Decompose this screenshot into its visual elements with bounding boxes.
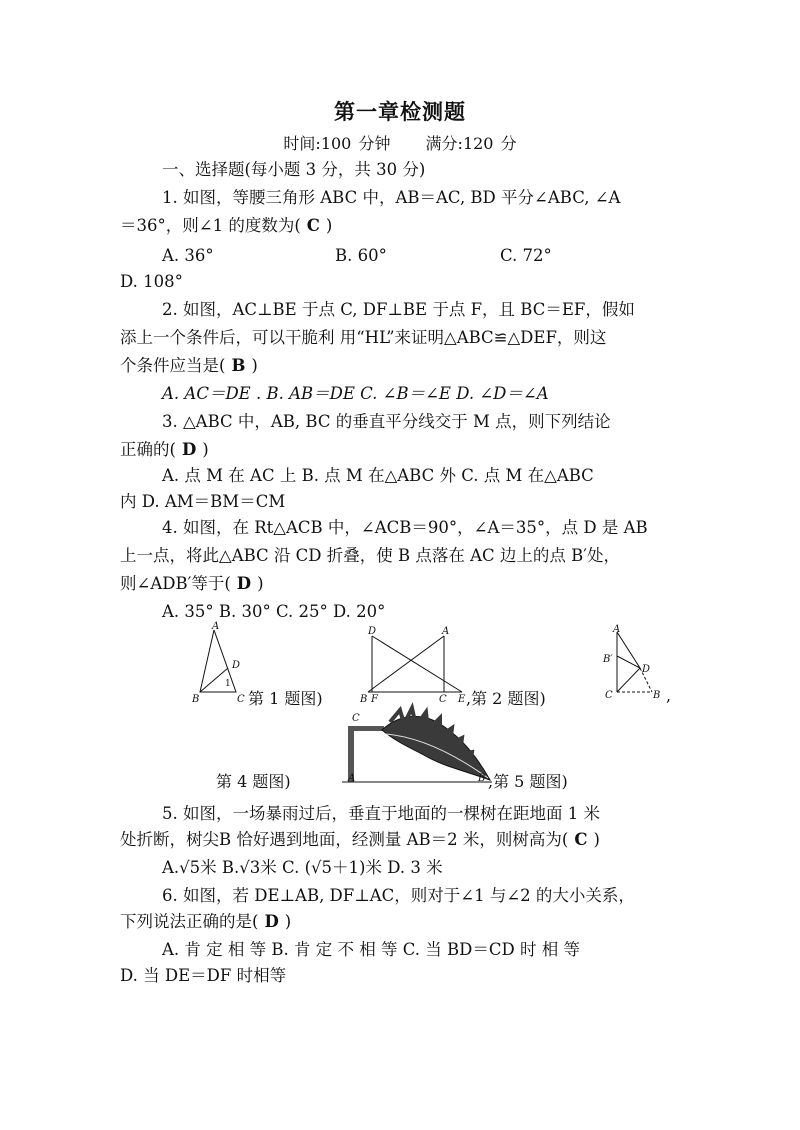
q3-options-2: 内 D. AM＝BM＝CM <box>120 492 286 511</box>
q6-stem-end: 下列说法正确的是( <box>120 912 259 931</box>
f2-label-f: F <box>371 694 378 705</box>
q1-line2 <box>120 213 685 239</box>
figure-4-caption: 第 4 题图) <box>216 772 291 791</box>
f4-label-b: B <box>653 690 661 701</box>
q5-paren: ) <box>593 830 600 849</box>
page-title: 第一章检测题 <box>334 100 466 124</box>
q2-paren: ) <box>251 356 258 375</box>
q1-line1: 1. 如图，等腰三角形 ABC 中，AB＝AC, BD 平分∠ABC, ∠A <box>162 188 621 207</box>
f4-label-b1: B′ <box>603 654 613 665</box>
q2-answer: B <box>231 356 246 375</box>
q3-stem-end: 正确的( <box>120 440 176 459</box>
q2-line1: 2. 如图，AC⊥BE 于点 C, DF⊥BE 于点 F，且 BC＝EF，假如 <box>162 300 635 319</box>
f1-label-d: D <box>232 660 241 671</box>
figure-3-caption: , <box>666 686 672 705</box>
q1-options <box>162 243 685 269</box>
q4-answer: D <box>236 574 252 593</box>
q2-stem-end: 个条件应当是( <box>120 356 226 375</box>
q6-line1: 6. 如图，若 DE⊥AB, DF⊥AC，则对于∠1 与∠2 的大小关系， <box>162 886 635 905</box>
q4-line3 <box>120 571 685 597</box>
figure-2-caption: ,第 2 题图) <box>466 689 546 708</box>
f2-label-d: D <box>368 626 377 637</box>
f1-label-b: B <box>192 694 200 705</box>
q4-line1: 4. 如图，在 Rt△ACB 中，∠ACB＝90°，∠A＝35°，点 D 是 AB <box>162 518 648 537</box>
f1-label-a: A <box>212 621 220 632</box>
figure-1 <box>190 622 250 707</box>
q6-answer: D <box>264 912 279 931</box>
f4-label-a: A <box>613 624 621 635</box>
q6-line2 <box>120 909 685 935</box>
q5-line1: 5. 如图，一场暴雨过后，垂直于地面的一棵树在距地面 1 米 <box>162 804 600 823</box>
f5-label-a: A <box>348 773 356 784</box>
q6-options-2: D. 当 DE＝DF 时相等 <box>120 966 287 985</box>
figure-5-caption: ,第 5 题图) <box>488 772 568 791</box>
q1-paren: ) <box>325 216 333 235</box>
q3-line2 <box>120 437 685 463</box>
figure-1-caption: 第 1 题图) <box>248 689 323 708</box>
q2-options: A. AC＝DE . B. AB＝DE C. ∠B＝∠E D. ∠D＝∠A <box>162 384 549 403</box>
q2-line3 <box>120 353 685 379</box>
q5-stem-end: 处折断，树尖B 恰好遇到地面，经测量 AB＝2 米，则树高为( <box>120 830 569 849</box>
figure-5 <box>342 708 497 788</box>
q4-stem-end: 则∠ADB′等于( <box>120 574 231 593</box>
full-score: 满分:120 分 <box>425 134 517 153</box>
f1-label-angle1: 1 <box>225 679 231 689</box>
figure-2 <box>362 624 472 709</box>
f4-label-d: D <box>642 664 651 675</box>
q6-paren: ) <box>284 912 292 931</box>
q1-option-b: B. 60° <box>335 246 387 265</box>
q5-line2 <box>120 827 685 853</box>
f5-label-c: C <box>352 713 360 724</box>
segment-cd <box>617 668 640 692</box>
q4-line2: 上一点，将此△ABC 沿 CD 折叠，使 B 点落在 AC 边上的点 B′处， <box>120 546 621 565</box>
time-limit: 时间:100 分钟 <box>283 134 391 153</box>
segment-ad <box>617 632 640 668</box>
f2-label-b: B <box>360 694 368 705</box>
q1-option-d: D. 108° <box>120 272 183 291</box>
q1-option-c: C. 72° <box>500 246 552 265</box>
q1-option-a: A. 36° <box>162 246 214 265</box>
f2-label-e: E <box>458 694 466 705</box>
q5-answer: C <box>574 830 588 849</box>
q1-answer: C <box>306 216 320 235</box>
q2-line2: 添上一个条件后，可以干脆利 用“HL”来证明△ABC≌△DEF，则这 <box>120 328 607 347</box>
exam-meta <box>0 131 800 154</box>
f1-label-c: C <box>237 694 245 705</box>
q3-answer: D <box>181 440 197 459</box>
q5-options: A.√5米 B.√3米 C. (√5＋1)米 D. 3 米 <box>162 858 443 877</box>
f5-label-b: B <box>478 773 486 784</box>
broken-top <box>348 726 384 731</box>
q3-options-1: A. 点 M 在 AC 上 B. 点 M 在△ABC 外 C. 点 M 在△ABC <box>162 466 594 485</box>
q3-line1: 3. △ABC 中，AB, BC 的垂直平分线交于 M 点，则下列结论 <box>162 412 611 431</box>
q6-options-1: A. 肯 定 相 等 B. 肯 定 不 相 等 C. 当 BD＝CD 时 相 等 <box>162 940 580 959</box>
f2-label-c: C <box>439 694 447 705</box>
q4-options: A. 35° B. 30° C. 25° D. 20° <box>162 602 386 621</box>
segment-ab <box>368 636 444 692</box>
f2-label-a: A <box>442 626 450 637</box>
segment-de <box>372 636 462 692</box>
q1-stem-end: ＝36°，则∠1 的度数为( <box>120 216 301 235</box>
q3-paren: ) <box>202 440 209 459</box>
figure-4 <box>600 624 670 704</box>
f4-label-c: C <box>605 690 613 701</box>
section-heading: 一、选择题(每小题 3 分，共 30 分) <box>162 160 426 179</box>
q4-paren: ) <box>257 574 264 593</box>
fallen-tree-crown <box>382 716 490 780</box>
